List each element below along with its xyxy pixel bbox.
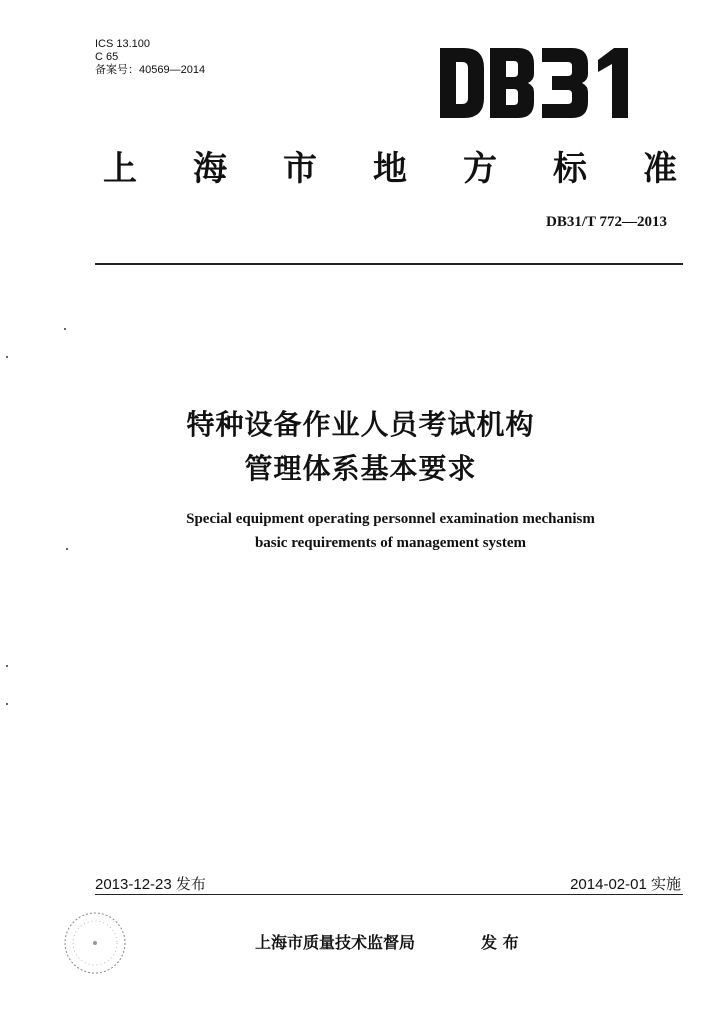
release-date: 2013-12-23 发布: [95, 876, 206, 893]
chinese-title-line2: 管理体系基本要求: [244, 452, 477, 485]
issuing-authority-banner: [95, 140, 685, 190]
issuing-agency: 上海市质量技术监督局: [255, 933, 416, 952]
authority-char: 地: [373, 148, 407, 189]
scan-speck: [6, 665, 8, 667]
bottom-divider: [95, 894, 683, 895]
top-divider: [95, 263, 683, 265]
ics-code: ICS 13.100: [95, 38, 151, 50]
scan-speck: [66, 548, 68, 550]
scan-speck: [6, 703, 8, 705]
english-title-line1: Special equipment operating personnel examination mechanism: [186, 511, 595, 527]
authority-char: 上: [103, 148, 137, 189]
issue-label: 发 布: [481, 933, 519, 952]
db31-logo: [438, 46, 644, 120]
english-title-line2: basic requirements of management system: [254, 535, 527, 551]
authority-char: 标: [553, 148, 587, 189]
authority-char: 准: [643, 148, 677, 189]
stamp-seal: [60, 908, 130, 978]
standard-number: DB31/T 772—2013: [546, 214, 667, 230]
authority-char: 海: [193, 148, 227, 189]
authority-char: 方: [463, 148, 497, 189]
scan-speck: [6, 356, 8, 358]
scan-speck: [64, 328, 66, 330]
record-number: 备案号：40569—2014: [95, 64, 206, 76]
implementation-date: 2014-02-01 实施: [570, 876, 681, 893]
authority-char: 市: [283, 148, 317, 189]
ccs-code: C 65: [95, 51, 119, 63]
chinese-title-line1: 特种设备作业人员考试机构: [186, 408, 535, 441]
document-metadata: [95, 38, 205, 77]
